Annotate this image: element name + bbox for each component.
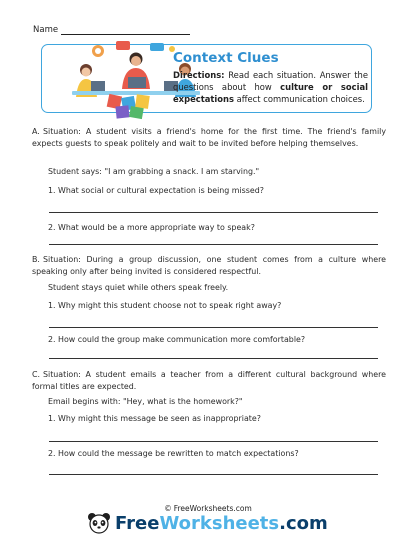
section-c-question-2 [48,448,378,459]
answer-line[interactable] [49,441,378,442]
worksheet-title: Context Clues [173,50,279,66]
brand-com: .com [279,512,328,534]
section-b-student-says: Student stays quiet while others speak freely. [48,283,229,292]
section-a-student-says: Student says: "I am grabbing a snack. I am starving." [48,167,260,176]
question-number: 2. [48,449,56,458]
section-c-situation [32,369,386,393]
question-number: 2. [48,223,56,232]
answer-line[interactable] [49,244,378,245]
answer-line[interactable] [49,358,378,359]
section-c-question-1 [48,413,378,424]
directions-emphasis: culture or social expectations [173,82,368,104]
directions-body-2: affect communication choices. [233,94,365,104]
name-input-line[interactable] [61,25,190,35]
question-number: 2. [48,335,56,344]
brand-logo[interactable] [85,512,345,534]
worksheet-header [41,44,372,113]
section-letter: B. [32,255,40,264]
question-text: What social or cultural expectation is being missed? [58,186,264,195]
section-letter: A. [32,127,40,136]
question-number: 1. [48,301,56,310]
section-a-question-1 [48,185,378,196]
question-number: 1. [48,186,56,195]
footer-url-text[interactable]: FreeWorksheets.com [173,504,252,513]
question-text: How could the message be rewritten to match expectations? [58,449,299,458]
name-field[interactable] [33,25,190,35]
name-label: Name [33,25,59,35]
situation-text: Situation: A student emails a teacher from a different cultural background where formal titles are expected. [32,370,386,391]
answer-line[interactable] [49,474,378,475]
question-text: Why might this message be seen as inappropriate? [58,414,261,423]
brand-worksheets: Worksheets [159,512,280,534]
question-text: How could the group make communication more comfortable? [58,335,306,344]
section-b-question-2 [48,334,378,345]
section-b-situation [32,254,386,278]
situation-text: Situation: A student visits a friend's home for the first time. The friend's family expects guests to speak politely and wait to be invited before helping themselves. [32,127,386,148]
panda-logo-icon [85,512,113,534]
section-letter: C. [32,370,41,379]
question-text: Why might this student choose not to speak right away? [58,301,282,310]
situation-text: Situation: During a group discussion, one student comes from a culture where speaking only after being invited is considered respectful. [32,255,386,276]
section-c-student-says: Email begins with: "Hey, what is the homework?" [48,397,243,406]
directions-label: Directions: [173,70,225,80]
section-a-situation [32,126,386,150]
directions-body-1: Read each situation. Answer the questions about how [173,70,368,92]
answer-line[interactable] [49,212,378,213]
brand-free: Free [115,512,160,534]
directions-text [173,69,368,105]
answer-line[interactable] [49,327,378,328]
copyright-symbol: © [164,504,172,513]
question-number: 1. [48,414,56,423]
question-text: What would be a more appropriate way to speak? [58,223,255,232]
section-b-question-1 [48,300,378,311]
section-a-question-2 [48,222,378,233]
